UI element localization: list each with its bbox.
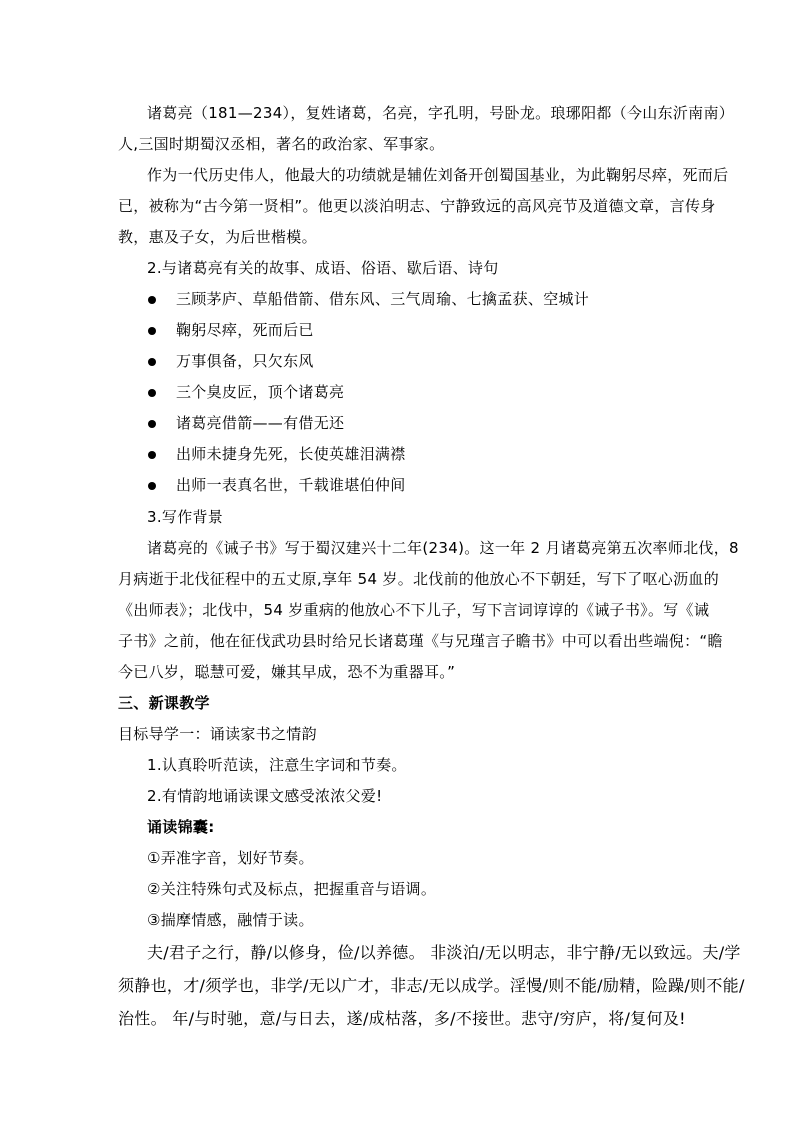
background-line-5: 今已八岁，聪慧可爱，嫌其早成，恐不为重器耳。” [118, 663, 456, 681]
tip-3: ③揣摩情感，融情于读。 [147, 911, 314, 929]
bullet-icon [148, 327, 156, 335]
reading-line-2: 须静也，才/须学也，非学/无以广才，非志/无以成学。淫慢/则不能/励精，险躁/则不能/ [118, 976, 745, 995]
tip-1: ①弄准字音，划好节奏。 [147, 849, 314, 867]
section2-heading: 2.与诸葛亮有关的故事、成语、俗语、歇后语、诗句 [147, 259, 499, 277]
reading-line-1: 夫/君子之行，静/以修身，俭/以养德。 非淡泊/无以明志，非宁静/无以致远。夫/学 [147, 943, 741, 962]
bullet-icon [148, 389, 156, 397]
bullet-item-1: 三顾茅庐、草船借箭、借东风、三气周瑜、七擒孟获、空城计 [176, 290, 590, 308]
goal1-item-1: 1.认真聆听范读，注意生字词和节奏。 [147, 756, 407, 774]
reading-line-3: 治性。 年/与时驰，意/与日去，遂/成枯落，多/不接世。悲守/穷庐，将/复何及! [118, 1009, 686, 1028]
bullet-item-5: 诸葛亮借箭——有借无还 [176, 414, 345, 432]
background-line-1: 诸葛亮的《诫子书》写于蜀汉建兴十二年(234)。这一年 2 月诸葛亮第五次率师北伐，8 [147, 539, 739, 557]
intro-line-4: 已，被称为“古今第一贤相”。他更以淡泊明志、宁静致远的高风亮节及道德文章，言传身 [118, 197, 716, 215]
background-line-3: 《出师表》；北伐中，54 岁重病的他放心不下儿子，写下言词谆谆的《诫子书》。写《诫 [118, 601, 710, 619]
goal1-heading: 目标导学一：诵读家书之情韵 [118, 725, 317, 743]
section3-heading: 3.写作背景 [147, 508, 224, 526]
bullet-icon [148, 420, 156, 428]
bullet-icon [148, 482, 156, 490]
background-line-4: 子书》之前，他在征伐武功县时给兄长诸葛瑾《与兄瑾言子瞻书》中可以看出些端倪：“瞻 [118, 632, 723, 650]
part3-heading: 三、新课教学 [118, 694, 210, 712]
intro-line-3: 作为一代历史伟人，他最大的功绩就是辅佐刘备开创蜀国基业，为此鞠躬尽瘁，死而后 [147, 166, 729, 184]
bullet-icon [148, 451, 156, 459]
bullet-item-2: 鞠躬尽瘁，死而后已 [176, 321, 314, 339]
intro-line-2: 人,三国时期蜀汉丞相，著名的政治家、军事家。 [118, 135, 445, 153]
intro-line-1: 诸葛亮（181—234），复姓诸葛，名亮，字孔明，号卧龙。琅琊阳都（今山东沂南南） [147, 104, 735, 122]
bullet-item-6: 出师未捷身先死，长使英雄泪满襟 [176, 445, 406, 463]
goal1-item-2: 2.有情韵地诵读课文感受浓浓父爱! [147, 787, 383, 805]
tip-2: ②关注特殊句式及标点，把握重音与语调。 [147, 880, 437, 898]
background-line-2: 月病逝于北伐征程中的五丈原,享年 54 岁。北伐前的他放心不下朝廷，写下了呕心沥血的 [118, 570, 719, 588]
bullet-item-7: 出师一表真名世，千载谁堪伯仲间 [176, 476, 406, 494]
intro-line-5: 教，惠及子女，为后世楷模。 [118, 228, 317, 246]
bullet-icon [148, 358, 156, 366]
bullet-item-4: 三个臭皮匠，顶个诸葛亮 [176, 383, 345, 401]
tips-title: 诵读锦囊: [147, 818, 215, 836]
bullet-icon [148, 296, 156, 304]
bullet-item-3: 万事俱备，只欠东风 [176, 352, 314, 370]
